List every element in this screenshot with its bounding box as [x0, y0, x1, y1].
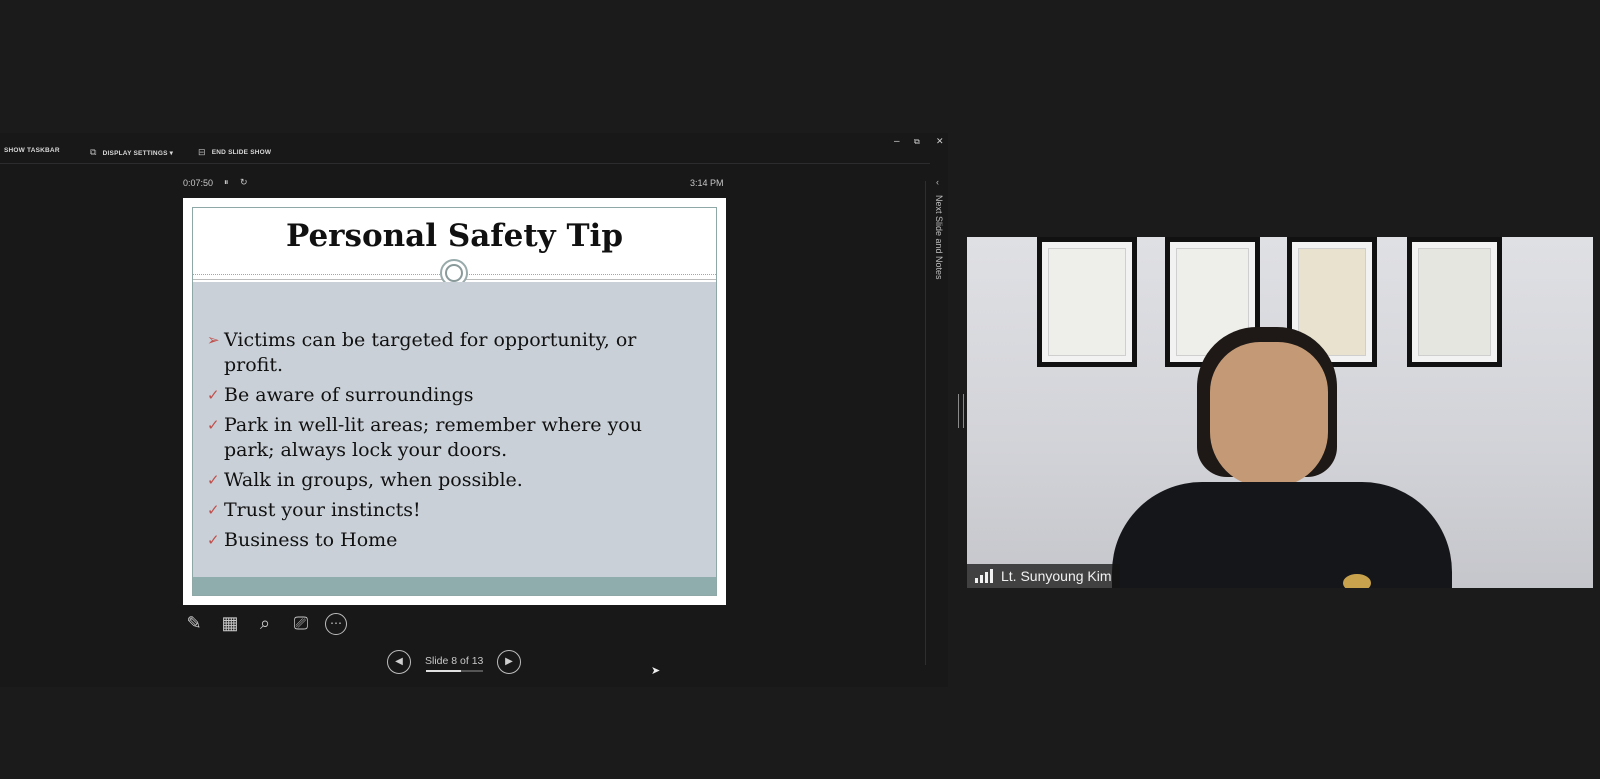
slide-frame — [192, 207, 717, 596]
participant-name-bar — [967, 564, 1120, 588]
next-slide-notes-toggle[interactable]: Next Slide and Notes — [934, 195, 944, 280]
bullet-text: Park in well-lit areas; remember where you park; always lock your doors. — [224, 414, 642, 461]
signal-strength-icon — [975, 569, 993, 583]
collapse-chevron-icon[interactable]: ‹ — [936, 177, 939, 187]
check-bullet-icon: ✓ — [207, 386, 220, 404]
bullet-item — [207, 413, 694, 463]
pause-timer-icon[interactable]: ⏸ — [224, 177, 229, 187]
check-bullet-icon: ✓ — [207, 471, 220, 489]
show-taskbar-label: SHOW TASKBAR — [4, 147, 60, 154]
black-screen-icon[interactable]: ⎚ — [293, 613, 309, 633]
previous-slide-button[interactable]: ◀ — [387, 650, 411, 674]
bullet-item — [207, 328, 694, 378]
slide-title: Personal Safety Tip — [285, 218, 624, 254]
elapsed-timer: 0:07:50 — [183, 178, 214, 188]
end-slide-show-button[interactable] — [198, 147, 271, 158]
check-bullet-icon: ✓ — [207, 416, 220, 434]
pen-icon[interactable]: ✎ — [186, 613, 202, 633]
bullet-text: Be aware of surroundings — [224, 384, 474, 406]
slide-counter[interactable]: Slide 8 of 13 — [425, 655, 484, 667]
display-settings-icon: ⧉ — [90, 147, 97, 157]
bullet-item — [207, 383, 694, 408]
participant-face — [1210, 342, 1328, 487]
wall-frame-1 — [1037, 237, 1137, 367]
see-all-slides-icon[interactable]: ▦ — [221, 613, 239, 633]
uniform-badge — [1343, 574, 1371, 588]
bullet-list — [207, 328, 694, 558]
end-slide-show-icon: ⊟ — [198, 147, 206, 157]
slide-footer-band — [193, 577, 716, 595]
wall-frame-4 — [1407, 237, 1502, 367]
end-slide-show-label: END SLIDE SHOW — [211, 149, 272, 156]
check-bullet-icon: ✓ — [207, 531, 220, 549]
arrow-bullet-icon: ➢ — [207, 331, 220, 349]
current-slide[interactable] — [183, 198, 726, 605]
bullet-text: Business to Home — [224, 529, 398, 551]
panel-divider — [925, 181, 926, 665]
display-settings-button[interactable] — [90, 147, 173, 158]
more-options-icon[interactable]: ⋯ — [325, 613, 347, 635]
bullet-text: Trust your instincts! — [224, 499, 421, 521]
webcam-video-tile — [967, 237, 1593, 588]
close-icon[interactable]: ✕ — [936, 136, 944, 146]
resize-handle[interactable] — [958, 394, 964, 428]
bullet-text: Victims can be targeted for opportunity, or profit. — [224, 329, 637, 376]
restore-icon[interactable]: ⧉ — [914, 137, 920, 146]
current-time: 3:14 PM — [690, 178, 724, 188]
mouse-cursor-icon: ➤ — [651, 665, 661, 677]
presenter-toolbar — [0, 133, 944, 164]
reset-timer-icon[interactable]: ↻ — [240, 177, 248, 187]
slide-body — [193, 282, 716, 579]
zoom-icon[interactable]: ⌕ — [259, 613, 271, 633]
bullet-item — [207, 528, 694, 553]
participant-uniform — [1112, 482, 1452, 588]
bullet-item — [207, 498, 694, 523]
participant-name: Lt. Sunyoung Kim — [1001, 568, 1112, 584]
display-settings-label: DISPLAY SETTINGS ▾ — [102, 149, 174, 157]
show-taskbar-button[interactable] — [4, 147, 60, 154]
presenter-view — [0, 133, 948, 687]
bullet-item — [207, 468, 694, 493]
minimize-icon[interactable]: – — [894, 136, 900, 147]
check-bullet-icon: ✓ — [207, 501, 220, 519]
bullet-text: Walk in groups, when possible. — [224, 469, 523, 491]
slide-progress-fill — [426, 670, 461, 672]
next-slide-button[interactable]: ▶ — [497, 650, 521, 674]
slide-progress-bar — [426, 670, 483, 672]
